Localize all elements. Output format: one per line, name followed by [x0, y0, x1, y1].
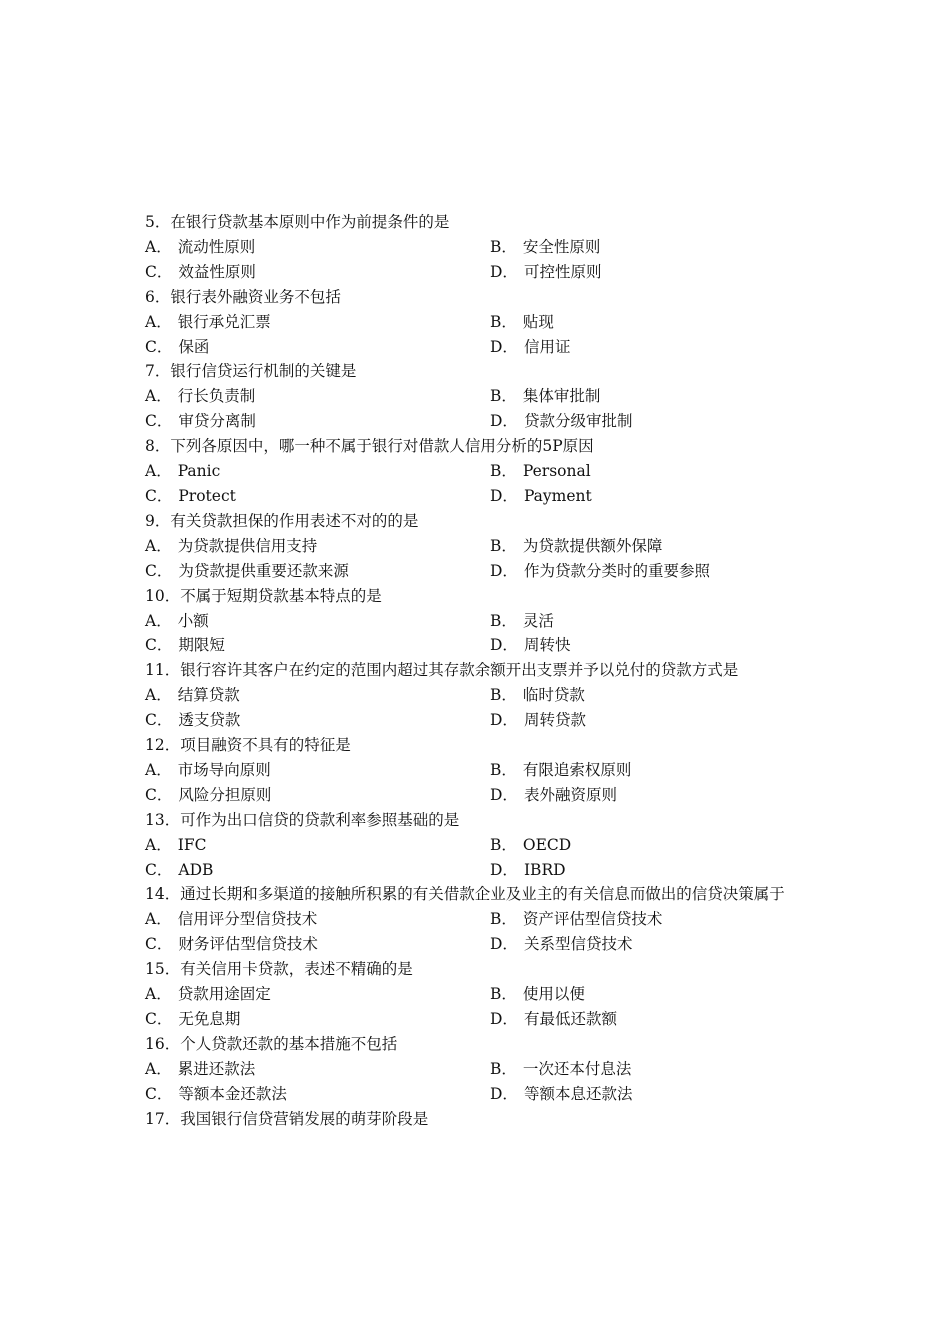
question-block	[145, 733, 810, 808]
option-text: 有最低还款额	[523, 1010, 617, 1028]
option-letter: B．	[490, 387, 517, 406]
exam-question-list	[145, 210, 810, 1132]
option-text: 风险分担原则	[178, 785, 272, 804]
option-letter: D．	[490, 337, 518, 356]
answer-option	[145, 1057, 490, 1082]
option-letter: C．	[145, 636, 173, 655]
question-stem	[145, 882, 810, 907]
answer-option	[490, 1057, 810, 1082]
option-letter: A．	[145, 760, 172, 779]
question-number: 5．	[145, 213, 171, 231]
option-text: 流动性原则	[177, 237, 256, 256]
answer-option	[145, 833, 490, 858]
option-text: 信用评分型信贷技术	[177, 910, 318, 929]
answer-option	[490, 409, 810, 434]
option-letter: A．	[145, 387, 172, 406]
option-text: 等额本金还款法	[178, 1084, 287, 1103]
answer-option	[490, 1082, 810, 1107]
question-block	[145, 808, 810, 883]
answer-option	[145, 858, 490, 883]
option-text: 小额	[177, 611, 209, 630]
option-letter: A．	[145, 835, 172, 854]
answer-option	[145, 409, 490, 434]
answer-option	[490, 833, 810, 858]
question-block	[145, 1107, 810, 1132]
option-letter: A．	[145, 985, 172, 1004]
question-stem	[145, 957, 810, 982]
answer-option	[490, 683, 810, 708]
option-text: 临时贷款	[522, 686, 585, 705]
answer-option	[490, 235, 810, 260]
options-row	[145, 932, 810, 957]
option-letter: D．	[490, 711, 518, 730]
answer-option	[145, 310, 490, 335]
option-text: 行长负责制	[177, 387, 256, 406]
question-stem	[145, 509, 810, 534]
question-stem	[145, 658, 810, 683]
answer-option	[145, 982, 490, 1007]
question-text: 有关信用卡贷款，表述不精确的是	[180, 960, 413, 979]
answer-option	[145, 907, 490, 932]
options-row	[145, 758, 810, 783]
options-row	[145, 409, 810, 434]
answer-option	[490, 783, 810, 808]
option-letter: C．	[145, 785, 173, 804]
question-text: 可作为出口信贷的贷款利率参照基础的是	[180, 810, 460, 829]
option-text: 财务评估型信贷技术	[178, 935, 318, 954]
options-row	[145, 708, 810, 733]
option-text: ADB	[178, 860, 214, 879]
question-number: 9．	[145, 511, 171, 530]
option-text: IBRD	[523, 860, 566, 879]
question-stem	[145, 1107, 810, 1132]
option-text: 一次还本付息法	[522, 1059, 632, 1078]
question-block	[145, 1032, 810, 1107]
option-letter: C．	[145, 1010, 173, 1028]
answer-option	[490, 335, 810, 360]
options-row	[145, 1007, 810, 1032]
option-letter: A．	[145, 1059, 172, 1078]
option-text: Personal	[522, 462, 591, 481]
option-text: Protect	[178, 486, 236, 505]
answer-option	[490, 982, 810, 1007]
option-letter: C．	[145, 561, 173, 580]
options-row	[145, 633, 810, 658]
options-row	[145, 235, 810, 260]
option-letter: B．	[490, 760, 517, 779]
option-letter: B．	[490, 835, 517, 854]
option-text: 为贷款提供额外保障	[522, 536, 663, 555]
question-number: 14．	[145, 885, 181, 904]
question-block	[145, 285, 810, 360]
answer-option	[490, 310, 810, 335]
question-stem	[145, 285, 810, 310]
option-text: 审贷分离制	[178, 412, 256, 431]
option-letter: B．	[490, 237, 517, 256]
question-number: 6．	[145, 287, 171, 306]
answer-option	[490, 260, 810, 285]
answer-option	[490, 534, 810, 559]
answer-option	[145, 260, 490, 285]
question-stem	[145, 733, 810, 758]
option-text: 市场导向原则	[177, 760, 271, 779]
option-letter: D．	[490, 486, 518, 505]
question-block	[145, 658, 810, 733]
question-text: 在银行贷款基本原则中作为前提条件的是	[170, 213, 450, 231]
question-text: 通过长期和多渠道的接触所积累的有关借款企业及业主的有关信息而做出的信贷决策属于	[180, 885, 785, 904]
option-text: IFC	[177, 835, 207, 854]
options-row	[145, 1057, 810, 1082]
question-number: 11．	[145, 661, 181, 680]
options-row	[145, 783, 810, 808]
question-number: 10．	[145, 586, 181, 605]
option-text: 使用以便	[522, 985, 585, 1004]
option-text: 作为贷款分类时的重要参照	[523, 561, 710, 580]
option-letter: C．	[145, 711, 173, 730]
option-text: 等额本息还款法	[523, 1084, 633, 1103]
answer-option	[145, 335, 490, 360]
question-stem	[145, 210, 810, 235]
option-text: 可控性原则	[523, 262, 602, 281]
option-letter: A．	[145, 536, 172, 555]
options-row	[145, 534, 810, 559]
question-number: 17．	[145, 1109, 181, 1128]
options-row	[145, 609, 810, 634]
answer-option	[145, 1082, 490, 1107]
option-letter: D．	[490, 1084, 518, 1103]
answer-option	[490, 858, 810, 883]
answer-option	[490, 708, 810, 733]
option-letter: A．	[145, 237, 172, 256]
option-text: 灵活	[522, 611, 554, 630]
answer-option	[145, 758, 490, 783]
option-text: 集体审批制	[522, 387, 601, 406]
answer-option	[145, 235, 490, 260]
question-block	[145, 210, 810, 285]
answer-option	[490, 633, 810, 658]
answer-option	[145, 609, 490, 634]
options-row	[145, 858, 810, 883]
option-letter: B．	[490, 686, 517, 705]
question-text: 项目融资不具有的特征是	[180, 736, 351, 755]
question-block	[145, 359, 810, 434]
answer-option	[145, 1007, 490, 1032]
question-text: 银行容许其客户在约定的范围内超过其存款余额开出支票并予以兑付的贷款方式是	[180, 661, 739, 680]
question-stem	[145, 434, 810, 459]
options-row	[145, 1082, 810, 1107]
answer-option	[145, 683, 490, 708]
options-row	[145, 484, 810, 509]
options-row	[145, 335, 810, 360]
option-letter: B．	[490, 312, 517, 331]
option-letter: D．	[490, 785, 518, 804]
option-text: Payment	[523, 486, 592, 505]
answer-option	[490, 932, 810, 957]
option-letter: B．	[490, 611, 517, 630]
question-block	[145, 434, 810, 509]
answer-option	[145, 534, 490, 559]
answer-option	[490, 459, 810, 484]
option-text: 透支贷款	[178, 711, 241, 730]
question-stem	[145, 359, 810, 384]
option-text: 保函	[178, 337, 210, 356]
option-letter: C．	[145, 860, 173, 879]
option-letter: D．	[490, 561, 518, 580]
option-text: 有限追索权原则	[522, 760, 632, 779]
question-number: 16．	[145, 1034, 181, 1053]
option-letter: D．	[490, 262, 518, 281]
option-text: OECD	[522, 835, 572, 854]
option-text: 表外融资原则	[523, 785, 617, 804]
option-letter: D．	[490, 935, 518, 954]
question-block	[145, 509, 810, 584]
options-row	[145, 459, 810, 484]
option-letter: B．	[490, 910, 517, 929]
answer-option	[145, 484, 490, 509]
question-number: 13．	[145, 810, 181, 829]
option-letter: D．	[490, 636, 518, 655]
options-row	[145, 559, 810, 584]
option-letter: C．	[145, 935, 173, 954]
option-text: 信用证	[523, 337, 571, 356]
question-text: 个人贷款还款的基本措施不包括	[180, 1034, 398, 1053]
answer-option	[490, 384, 810, 409]
option-letter: C．	[145, 262, 173, 281]
option-text: 无免息期	[178, 1010, 241, 1028]
answer-option	[145, 459, 490, 484]
option-letter: C．	[145, 337, 173, 356]
option-letter: C．	[145, 412, 173, 431]
option-text: 期限短	[178, 636, 225, 655]
option-text: 累进还款法	[177, 1059, 256, 1078]
option-text: 效益性原则	[178, 262, 256, 281]
option-letter: A．	[145, 462, 172, 481]
option-text: 为贷款提供信用支持	[177, 536, 318, 555]
option-text: 结算贷款	[177, 686, 240, 705]
question-number: 15．	[145, 960, 181, 979]
question-stem	[145, 808, 810, 833]
option-text: 贷款分级审批制	[523, 412, 633, 431]
question-number: 8．	[145, 437, 171, 456]
option-letter: C．	[145, 1084, 173, 1103]
option-letter: A．	[145, 312, 172, 331]
option-letter: A．	[145, 611, 172, 630]
question-text: 银行信贷运行机制的关键是	[170, 362, 357, 381]
question-stem	[145, 1032, 810, 1057]
answer-option	[490, 1007, 810, 1032]
answer-option	[145, 384, 490, 409]
options-row	[145, 260, 810, 285]
answer-option	[145, 559, 490, 584]
options-row	[145, 310, 810, 335]
options-row	[145, 384, 810, 409]
question-block	[145, 957, 810, 1032]
question-number: 7．	[145, 362, 171, 381]
answer-option	[490, 907, 810, 932]
question-text: 我国银行信贷营销发展的萌芽阶段是	[180, 1109, 429, 1128]
question-block	[145, 584, 810, 659]
option-text: 银行承兑汇票	[177, 312, 271, 331]
option-letter: C．	[145, 486, 173, 505]
question-text: 银行表外融资业务不包括	[170, 287, 341, 306]
options-row	[145, 833, 810, 858]
option-text: 资产评估型信贷技术	[522, 910, 663, 929]
option-letter: B．	[490, 985, 517, 1004]
option-text: 周转贷款	[523, 711, 586, 730]
options-row	[145, 683, 810, 708]
options-row	[145, 907, 810, 932]
option-letter: D．	[490, 412, 518, 431]
option-text: 为贷款提供重要还款来源	[178, 561, 349, 580]
question-text: 有关贷款担保的作用表述不对的的是	[170, 511, 419, 530]
options-row	[145, 982, 810, 1007]
answer-option	[145, 932, 490, 957]
option-letter: B．	[490, 536, 517, 555]
question-stem	[145, 584, 810, 609]
option-text: 关系型信贷技术	[523, 935, 633, 954]
option-letter: D．	[490, 1010, 518, 1028]
option-text: 贴现	[522, 312, 554, 331]
option-letter: B．	[490, 1059, 517, 1078]
option-letter: B．	[490, 462, 517, 481]
question-number: 12．	[145, 736, 181, 755]
option-text: 周转快	[523, 636, 571, 655]
option-text: Panic	[177, 462, 221, 481]
answer-option	[490, 758, 810, 783]
answer-option	[490, 484, 810, 509]
question-text: 不属于短期贷款基本特点的是	[180, 586, 382, 605]
option-text: 安全性原则	[522, 237, 601, 256]
answer-option	[145, 783, 490, 808]
question-text: 下列各原因中，哪一种不属于银行对借款人信用分析的5P原因	[170, 437, 594, 456]
option-letter: A．	[145, 686, 172, 705]
option-text: 贷款用途固定	[177, 985, 271, 1004]
answer-option	[490, 609, 810, 634]
option-letter: A．	[145, 910, 172, 929]
answer-option	[490, 559, 810, 584]
question-block	[145, 882, 810, 957]
option-letter: D．	[490, 860, 518, 879]
answer-option	[145, 708, 490, 733]
answer-option	[145, 633, 490, 658]
